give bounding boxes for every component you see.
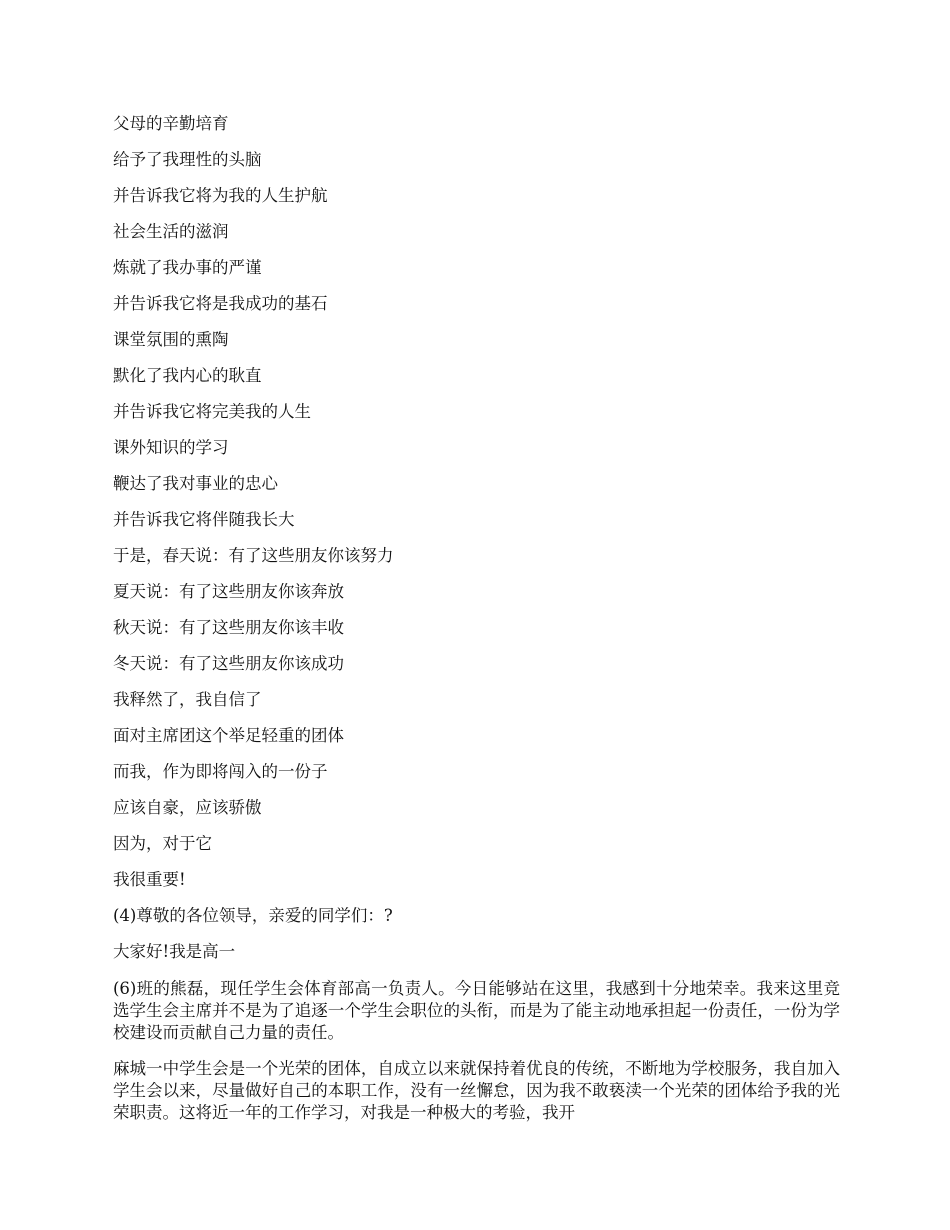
poem-line: 鞭达了我对事业的忠心: [113, 474, 278, 493]
poem-block: [113, 110, 840, 974]
poem-line: 父母的辛勤培育: [113, 114, 229, 133]
body-paragraph: (6)班的熊磊，现任学生会体育部高一负责人。今日能够站在这里，我感到十分地荣幸。我来这里竞选学生会主席并不是为了追逐一个学生会职位的头衔，而是为了能主动地承担起一份责任，一份为学校建设而贡献自己力量的责任。: [113, 979, 840, 1042]
poem-line: 秋天说：有了这些朋友你该丰收: [113, 618, 344, 637]
poem-line: 夏天说：有了这些朋友你该奔放: [113, 582, 344, 601]
greeting-line: (4)尊敬的各位领导，亲爱的同学们：?: [113, 906, 393, 925]
poem-line: 课堂氛围的熏陶: [113, 330, 229, 349]
poem-line: 应该自豪，应该骄傲: [113, 798, 262, 817]
poem-line: 因为，对于它: [113, 834, 212, 853]
poem-line: 并告诉我它将伴随我长大: [113, 510, 295, 529]
poem-line: 我很重要!: [113, 870, 186, 889]
body-paragraph: 麻城一中学生会是一个光荣的团体，自成立以来就保持着优良的传统，不断地为学校服务，我自加入学生会以来，尽量做好自己的本职工作，没有一丝懈怠，因为我不敢亵渎一个光荣的团体给予我的光荣职责。这将近一年的工作学习，对我是一种极大的考验，我开: [113, 1059, 840, 1122]
poem-line: 社会生活的滋润: [113, 222, 229, 241]
document-page: [113, 110, 840, 1138]
poem-line: 炼就了我办事的严谨: [113, 258, 262, 277]
poem-line: 面对主席团这个举足轻重的团体: [113, 726, 344, 745]
poem-line: 于是，春天说：有了这些朋友你该努力: [113, 546, 394, 565]
poem-line: 而我，作为即将闯入的一份子: [113, 762, 328, 781]
poem-line: 我释然了，我自信了: [113, 690, 262, 709]
poem-line: 并告诉我它将为我的人生护航: [113, 186, 328, 205]
poem-line: 并告诉我它将是我成功的基石: [113, 294, 328, 313]
poem-line: 并告诉我它将完美我的人生: [113, 402, 311, 421]
poem-line: 冬天说：有了这些朋友你该成功: [113, 654, 344, 673]
poem-line: 课外知识的学习: [113, 438, 229, 457]
poem-line: 给予了我理性的头脑: [113, 150, 262, 169]
poem-line: 默化了我内心的耿直: [113, 366, 262, 385]
intro-line: 大家好!我是高一: [113, 942, 236, 961]
